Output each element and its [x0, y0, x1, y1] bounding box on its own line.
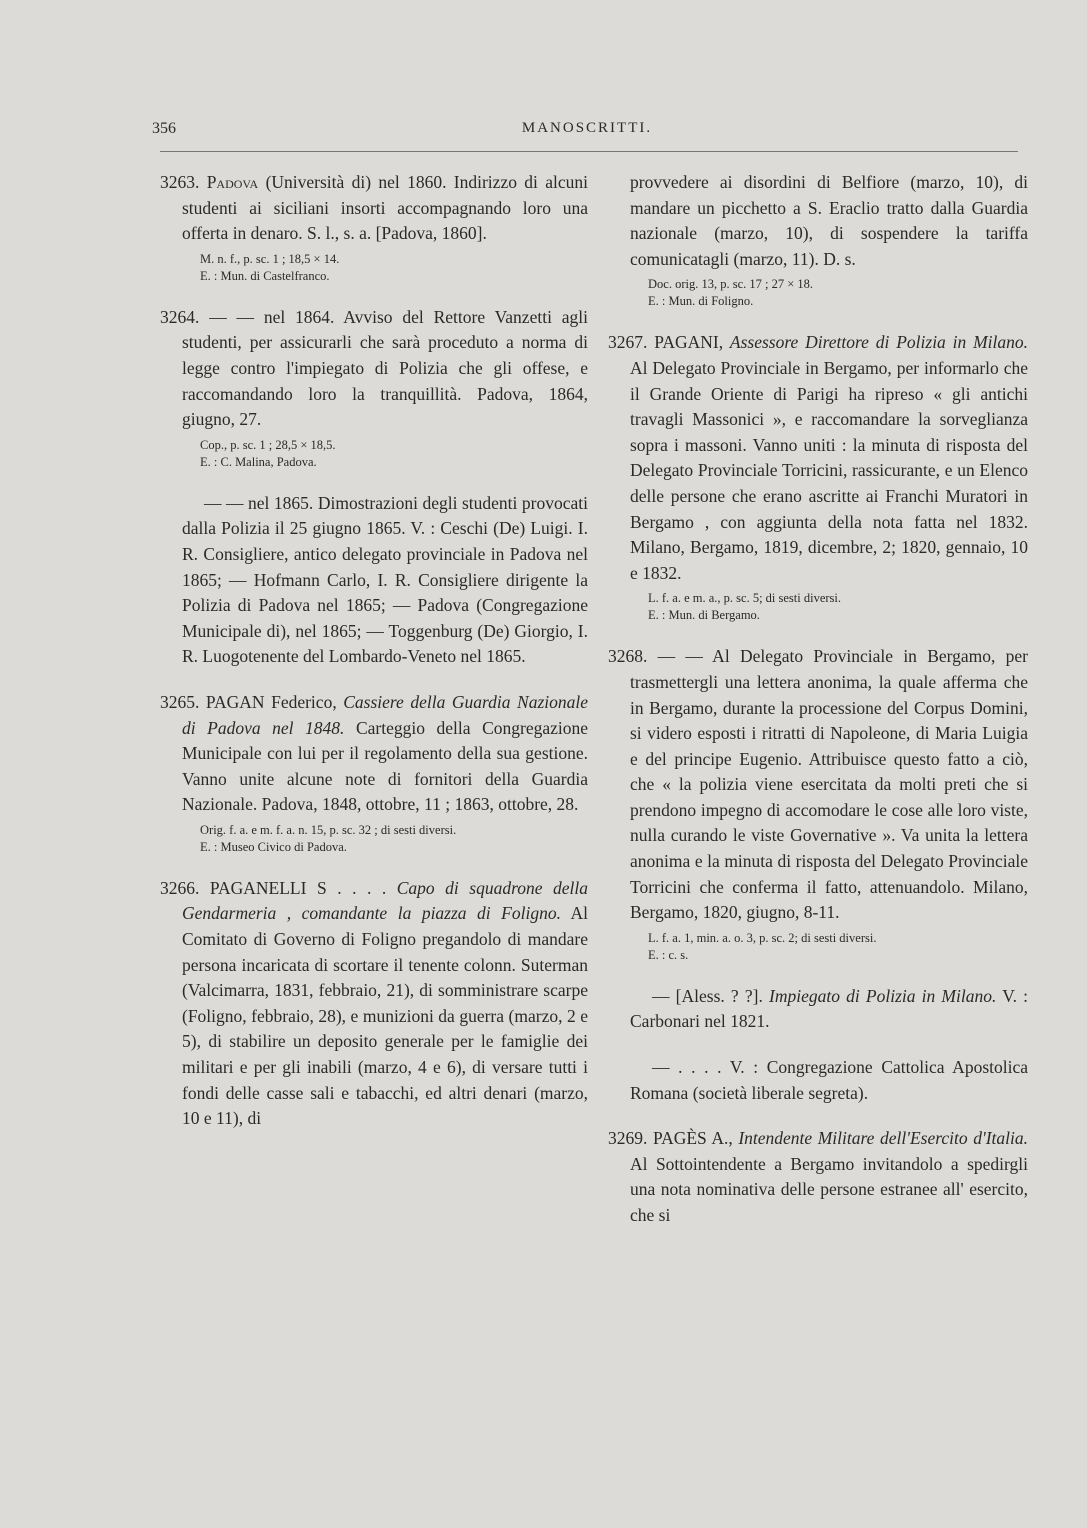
- entry-body: Al Delegato Provinciale in Bergamo, per informarlo che il Grande Oriente di Parigi ha ripreso « gli antichi travagli Massonici », e raccomandare la sorveglianza sopra i massoni. Vanno uniti : la minuta di risposta del Delegato Provinciale Torricini, rassicurante, e un Elenco delle persone che erano ascritte ai Franchi Muratori in Bergamo , con aggiunta della nota fatta nel 1832. Milano, Bergamo, 1819, dicembre, 2; 1820, gennaio, 10 e 1832.: [630, 357, 1028, 583]
- entry-number: 3264.: [160, 306, 200, 327]
- entry-3267: [608, 330, 1028, 624]
- entry-meta: [160, 822, 588, 856]
- entry-title: Impiegato di Polizia in Milano.: [769, 985, 997, 1006]
- entry-body: — — Al Delegato Provinciale in Bergamo, per trasmettergli una lettera anonima, la quale afferma che in Bergamo, durante la processione del Corpus Domini, si videro esposti i ritratti di Napoleone, di Maria Luigia e del principe Eugenio. Attribuisce questo fatto a ciò, che « la polizia viene esercitata da molti preti che si prendono impegno di accomodare le cose alle loro viste, nulla curando le viste Governative ». Va unita la lettera anonima e la minuta di risposta del Delegato Provinciale Torricini che conferma il fatto, attenuandolo. Milano, Bergamo, 1820, giugno, 8-11.: [630, 646, 1028, 923]
- entry-title: Cassiere della Guardia Nazionale di Padova nel 1848.: [182, 691, 589, 738]
- entry-lead: — [Aless. ? ?].: [652, 985, 769, 1006]
- entry-body: provvedere ai disordini di Belfiore (marzo, 10), di mandare un picchetto a S. Eraclio tratto dalla Guardia nazionale (marzo, 10), di sospendere la tariffa comunicatagli (marzo, 11). D. s.: [630, 172, 1028, 269]
- running-title: MANOSCRITTI.: [521, 120, 653, 136]
- meta-description: Doc. orig. 13, p. sc. 17 ; 27 × 18.: [648, 277, 814, 292]
- entry-body: Carteggio della Congregazione Municipale con lui per il regolamento della sua gestione. Vanno unite alcune note di fornitori della Guardia Nazionale. Padova, 1848, ottobre, 11 ; 1863, ottobre, 28.: [182, 717, 588, 815]
- meta-owner: E. : Mun. di Castelfranco.: [200, 268, 330, 283]
- entry-text: [608, 984, 1028, 1035]
- entry-name: PAGANELLI S . . . .: [199, 877, 397, 898]
- left-column: [160, 170, 588, 1152]
- page-number: 356: [152, 120, 176, 137]
- entry-body: — — nel 1864. Avviso del Rettore Vanzetti agli studenti, per assicurarli che sarà proceduto a norma di legge contro l'impiegato di Polizia che gli offese, e raccomandando loro la tranquillità. Padova, 1864, giugno, 27.: [182, 306, 588, 430]
- meta-description: Orig. f. a. e m. f. a. n. 15, p. sc. 32 ; di sesti diversi.: [200, 822, 457, 837]
- entry-aless: [608, 984, 1028, 1035]
- page-header: [152, 120, 1022, 144]
- entry-title: Capo di squadrone della Gendarmeria , comandante la piazza di Foligno.: [182, 877, 588, 924]
- entry-number: 3266.: [160, 877, 200, 898]
- entry-name: PAGANI,: [647, 332, 730, 353]
- meta-description: L. f. a. e m. a., p. sc. 5; di sesti diversi.: [648, 591, 842, 606]
- entry-congregazione: [608, 1055, 1028, 1106]
- entry-number: 3267.: [608, 332, 648, 353]
- entry-title: Assessore Direttore di Polizia in Milano.: [729, 332, 1028, 353]
- right-column: [608, 170, 1028, 1249]
- entry-3268: [608, 644, 1028, 964]
- entry-body: — — nel 1865. Dimostrazioni degli studenti provocati dalla Polizia il 25 giugno 1865. V. : Ceschi (De) Luigi. I. R. Consigliere, antico delegato provinciale in Padova nel 1865; — Hofmann Carlo, I. R. Consigliere dirigente la Polizia di Padova nel 1865; — Padova (Congregazione Municipale di), nel 1865; — Toggenburg (De) Giorgio, I. R. Luogotenente del Lombardo-Veneto nel 1865.: [182, 492, 588, 667]
- entry-text: [608, 330, 1028, 586]
- entry-text: [160, 690, 588, 818]
- entry-text: [160, 876, 588, 1132]
- entry-title: Intendente Militare dell'Esercito d'Italia.: [738, 1128, 1028, 1149]
- entry-number: 3263.: [160, 172, 200, 192]
- entry-name: PAGÈS A.,: [647, 1128, 739, 1149]
- entry-3264: [160, 305, 588, 471]
- entry-meta: [160, 251, 588, 285]
- entry-number: 3268.: [608, 646, 648, 667]
- entry-number: 3265.: [160, 691, 200, 712]
- meta-description: L. f. a. 1, min. a. o. 3, p. sc. 2; di sesti diversi.: [648, 930, 877, 945]
- entry-1865: [160, 491, 588, 670]
- meta-owner: E. : C. Malina, Padova.: [200, 454, 317, 469]
- entry-3265: [160, 690, 588, 856]
- entry-body: V. : Carbonari nel 1821.: [630, 985, 1028, 1032]
- entry-meta: [608, 590, 1028, 624]
- entry-meta: [160, 437, 588, 471]
- entry-meta: [608, 930, 1028, 964]
- entry-text: [608, 1126, 1028, 1228]
- entry-3263: [160, 170, 588, 285]
- entry-body: (Università di) nel 1860. Indirizzo di alcuni studenti ai siciliani insorti accompagnando loro una offerta in denaro. S. l., s. a. [Padova, 1860].: [182, 172, 588, 244]
- meta-description: M. n. f., p. sc. 1 ; 18,5 × 14.: [200, 251, 340, 266]
- entry-body: — . . . . V. : Congregazione Cattolica Apostolica Romana (società liberale segreta).: [630, 1057, 1028, 1103]
- entry-3266: [160, 876, 588, 1132]
- entry-body: Al Sottointendente a Bergamo invitandolo a spedirgli una nota nominativa delle persone estranee all' esercito, che si: [630, 1153, 1028, 1225]
- meta-description: Cop., p. sc. 1 ; 28,5 × 18,5.: [200, 437, 336, 452]
- entry-text: [160, 170, 588, 247]
- entry-number: 3269.: [608, 1128, 648, 1149]
- entry-3269: [608, 1126, 1028, 1228]
- entry-body: Al Comitato di Governo di Foligno pregandolo di mandare persona incaricata di scortare il tenente colonn. Suterman (Valcimarra, 1831, febbraio, 21), di somministrare scarpe (Foligno, febbraio, 28), e munizioni da guerra (marzo, 2 e 5), di stabilire un deposito generale per le famiglie dei militari e per gli inabili (marzo, 4 e 6), di versare tutti i fondi delle casse sali e tabacchi, ed altri denari (marzo, 10 e 11), di: [182, 903, 588, 1129]
- entry-text: [608, 644, 1028, 926]
- entry-heading: Padova: [206, 172, 259, 192]
- meta-owner: E. : Mun. di Bergamo.: [648, 608, 760, 623]
- entry-text: [160, 305, 588, 433]
- entry-meta: [608, 276, 1028, 310]
- header-rule: [160, 151, 1018, 152]
- meta-owner: E. : c. s.: [648, 947, 689, 962]
- meta-owner: E. : Mun. di Foligno.: [648, 294, 754, 309]
- entry-name: PAGAN Federico,: [199, 691, 344, 712]
- entry-3266-continued: [608, 170, 1028, 310]
- meta-owner: E. : Museo Civico di Padova.: [200, 839, 347, 854]
